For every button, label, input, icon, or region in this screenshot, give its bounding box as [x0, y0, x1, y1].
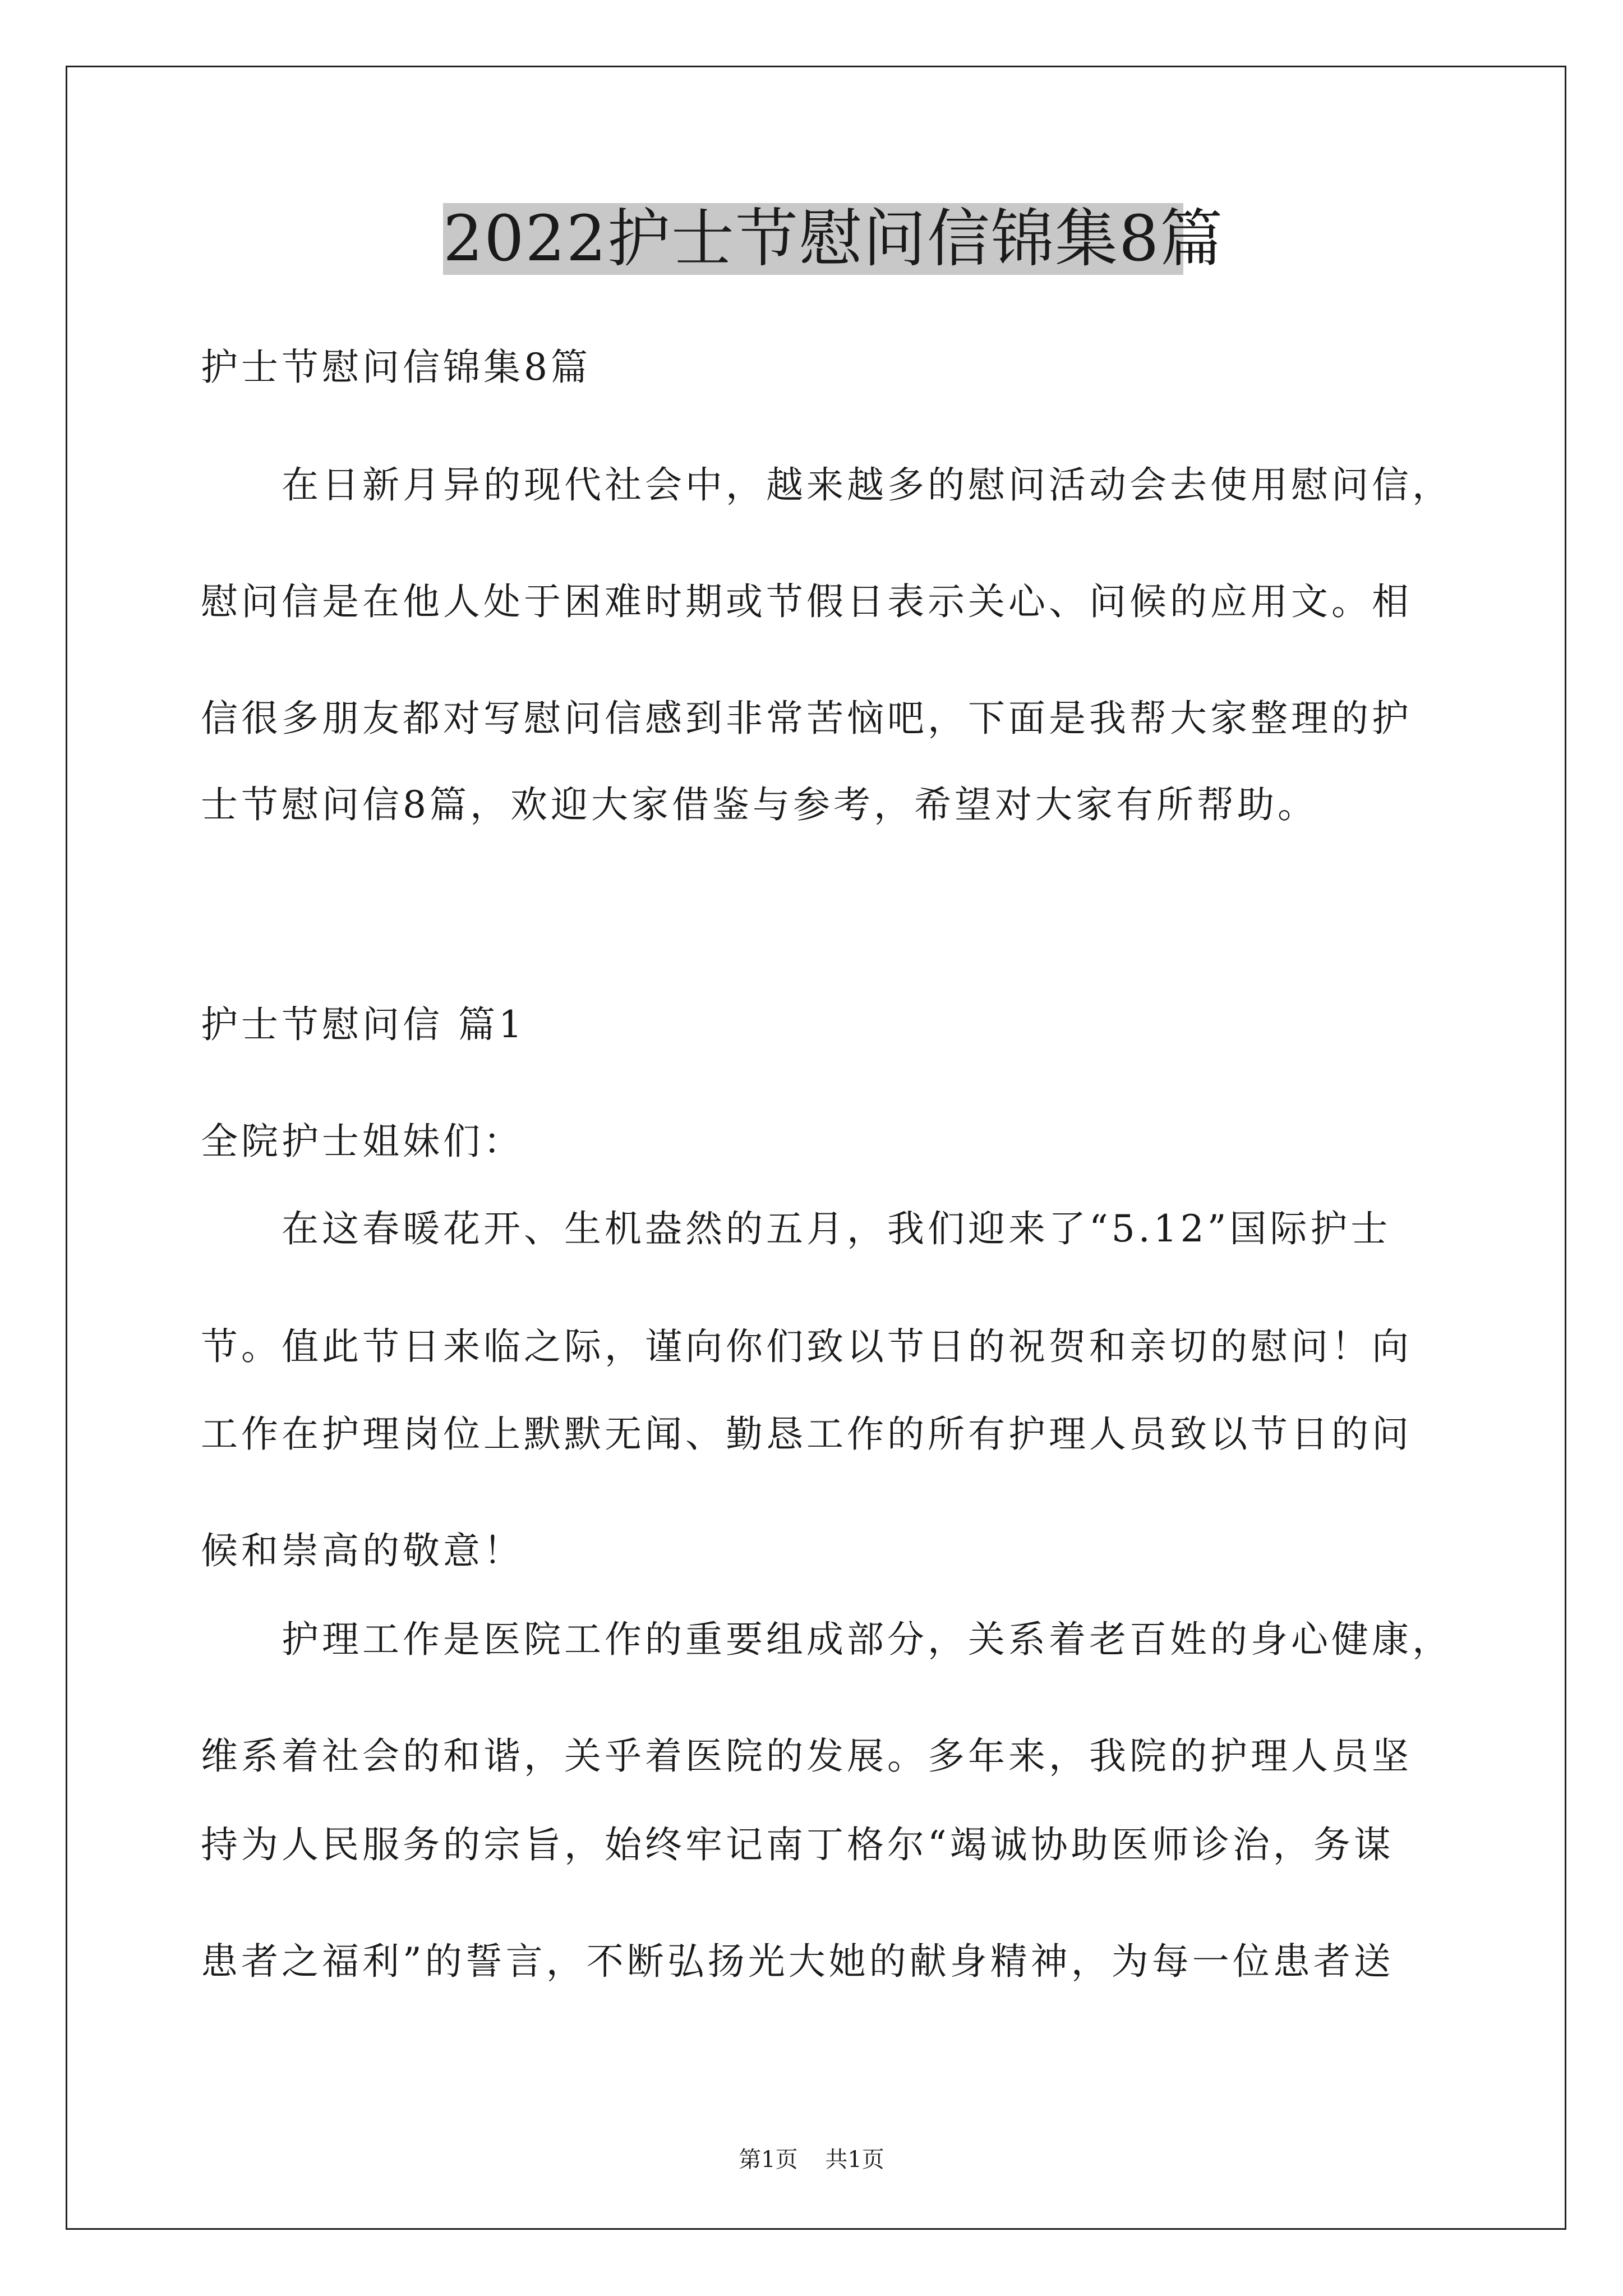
body-line: 持为人民服务的宗旨，始终牢记南丁格尔“竭诚协助医师诊治，务谋 — [201, 1823, 1394, 1866]
body-line: 在日新月异的现代社会中，越来越多的慰问活动会去使用慰问信， — [201, 463, 1453, 507]
body-line: 士节慰问信8篇，欢迎大家借鉴与参考，希望对大家有所帮助。 — [201, 783, 1318, 826]
body-line: 候和崇高的敬意！ — [201, 1529, 524, 1572]
body-line: 慰问信是在他人处于困难时期或节假日表示关心、问候的应用文。相 — [201, 580, 1412, 623]
section-heading: 护士节慰问信 篇1 — [201, 1003, 525, 1046]
body-line: 护理工作是医院工作的重要组成部分，关系着老百姓的身心健康， — [201, 1618, 1453, 1661]
page-number: 第1页 — [739, 2147, 798, 2173]
greeting-line: 全院护士姐妹们： — [201, 1120, 524, 1163]
page-footer — [0, 2143, 1623, 2177]
body-line: 在这春暖花开、生机盎然的五月，我们迎来了“5.12”国际护士 — [201, 1207, 1391, 1250]
body-line: 节。值此节日来临之际，谨向你们致以节日的祝贺和亲切的慰问！向 — [201, 1325, 1412, 1368]
body-line: 工作在护理岗位上默默无闻、勤恳工作的所有护理人员致以节日的问 — [201, 1412, 1412, 1456]
document-title: 2022护士节慰问信锦集8篇 — [443, 203, 1224, 275]
subtitle-line: 护士节慰问信锦集8篇 — [201, 346, 591, 389]
body-line: 患者之福利”的誓言，不断弘扬光大她的献身精神，为每一位患者送 — [201, 1940, 1394, 1983]
body-line: 信很多朋友都对写慰问信感到非常苦恼吧，下面是我帮大家整理的护 — [201, 697, 1412, 740]
page-total: 共1页 — [825, 2147, 884, 2173]
body-line: 维系着社会的和谐，关乎着医院的发展。多年来，我院的护理人员坚 — [201, 1734, 1412, 1778]
